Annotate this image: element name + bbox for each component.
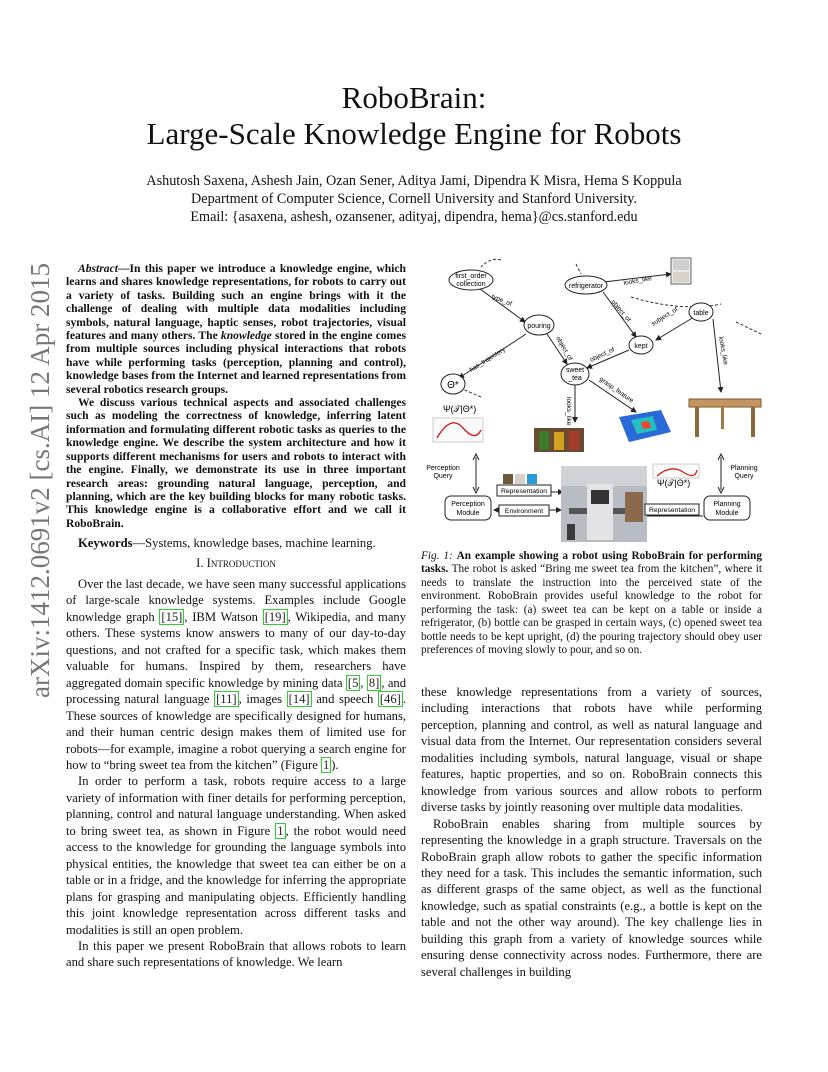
right-paragraph-1: these knowledge representations from a variety of sources, including interactions that robots have while performing perception, planning and control, as well as natural language and visual data from the Internet. Our representation considers several modalities including symbols, natural language, visual or shape features, haptic properties, and so on. RoboBrain connects this knowledge from various sources and allow robots to perform diverse tasks by jointly reasoning over multiple data modalities.	[421, 685, 762, 815]
tea-bottle-photo	[567, 524, 575, 540]
figure-link[interactable]: 1	[277, 823, 284, 838]
perception-thumbnails	[503, 474, 537, 484]
representation-box-left	[497, 485, 551, 496]
perception-module-box	[445, 496, 491, 520]
box-label: Perception	[426, 465, 460, 472]
author-email: Email: {asaxena, ashesh, ozansener, adityaj, dipendra, hema}@cs.stanford.edu	[190, 209, 638, 225]
figure-robobrain-graph	[421, 252, 766, 544]
edge-label: looks_like	[623, 275, 653, 287]
intro-text: , and processing natural language	[66, 675, 407, 707]
dashed-edge	[736, 322, 761, 334]
citation-link[interactable]: [11]	[216, 692, 237, 707]
box-label: Perception	[451, 501, 485, 508]
grasp-feature-image	[619, 410, 671, 442]
abstract-text-1a: —In this paper we introduce a knowledge engine, which learns and shares knowledge representations, for robots to carry out a variety of tasks. Building such an engine brings with it the challenge of dealing with multiple data modalities including symbols, natural language, haptic senses, robot trajectories, visual features and many others. The	[66, 262, 406, 343]
keywords	[66, 535, 406, 551]
intro-paragraph-3: In this paper we present RoboBrain that allows robots to learn and share such representations of knowledge. We learn	[66, 938, 406, 970]
edge-label: subject_of	[650, 306, 680, 328]
citation-link[interactable]: 8]	[368, 675, 380, 690]
node-first-order-collection	[449, 270, 493, 290]
intro-text: and speech	[311, 692, 378, 707]
author-block	[0, 172, 828, 226]
box-label: Query	[734, 473, 754, 480]
introduction-text	[66, 576, 406, 971]
intro-text: , images	[238, 692, 287, 707]
representation-box-right	[645, 504, 699, 515]
edge-table-looks-like	[713, 319, 721, 392]
trajectory-formula: Ψ(𝒯|Θ*)	[443, 404, 477, 414]
node-table	[689, 303, 713, 321]
author-names: Ashutosh Saxena, Ashesh Jain, Ozan Sener, Aditya Jami, Dipendra K Misra, Hema S Koppula	[146, 173, 682, 189]
intro-text: . These sources of knowledge are specifically designed for humans, and their human centric design makes them of limited use for robots—for example, imagine a robot querying a search engine for how to “bring sweet tea from the kitchen” (Figure	[66, 692, 406, 772]
citation-link[interactable]: [46]	[379, 692, 401, 707]
abstract-emphasis: knowledge	[220, 329, 272, 343]
caption-label: Fig. 1:	[421, 550, 453, 562]
edge-label: object_of	[588, 346, 616, 364]
figure-link[interactable]: 1	[322, 757, 330, 772]
planning-module-box	[704, 496, 750, 520]
right-column-text	[421, 684, 762, 980]
caption-text: The robot is asked “Bring me sweet tea from the kitchen”, where it needs to translate the instruction into the perceived state of the environment. RoboBrain provides useful knowledge to the robot for performing the task: (a) sweet tea can be kept on a table or inside a refrigerator, (b) bottle can be grasped in certain ways, (c) opened sweet tea bottle needs to be kept upright, (d) the pouring trajectory should obey user preferences of moving slowly to pour, and so on.	[421, 563, 762, 657]
planning-query-box	[730, 465, 757, 480]
arxiv-identifier: arXiv:1412.0691v2 [cs.AI] 12 Apr 2015	[25, 263, 55, 698]
intro-text: ).	[331, 757, 339, 772]
edge-label: looks_like	[717, 336, 729, 366]
figure-caption	[421, 550, 762, 658]
pouring-trajectory-plot	[433, 418, 483, 442]
box-label: Module	[715, 510, 739, 517]
node-label: _tea	[568, 375, 582, 382]
edge-type-of	[476, 286, 525, 322]
paper-title	[0, 80, 828, 152]
title-line-2: Large-Scale Knowledge Engine for Robots	[146, 116, 682, 151]
citation-link[interactable]: [14]	[288, 692, 310, 707]
intro-paragraph-2	[66, 773, 406, 938]
citation-link[interactable]: [15]	[161, 609, 183, 624]
box-label: Module	[456, 510, 480, 517]
edge-label: type_of	[490, 293, 513, 308]
edge-label: grasp_feature	[597, 375, 635, 405]
trajectory-formula: Ψ(𝒯|Θ*)	[657, 478, 691, 488]
box-label: Query	[433, 473, 453, 480]
intro-text: , the robot would need access to the knowledge for grounding the language symbols into physical entities, the knowledge that sweet tea can either be on a table or in a fridge, and the knowledge for inferring the appropriate plans for grasping and manipulating objects. Efficiently handling this joint knowledge representation across different tasks and modalities is still an open problem.	[66, 823, 407, 937]
box-label: Representation	[500, 488, 548, 495]
edge-label: object_of	[609, 298, 632, 324]
edge-label: has_trajectory	[468, 346, 507, 374]
node-label: pouring	[527, 323, 551, 330]
node-theta	[441, 374, 465, 394]
intro-text: , Wikipedia, and many others. These systems know answers to many of our day-to-day questions, and not crafted for a specific task, which makes them valuable for humans. Inspired by them, researchers have aggregated domain specific knowledge by mining data	[66, 609, 406, 690]
abstract	[66, 262, 406, 530]
node-label: kept	[634, 343, 648, 350]
perception-query-box	[426, 465, 460, 480]
intro-text: In order to perform a task, robots require access to a large variety of information with finer details for performing perception, planning, control and natural language understanding. When asked to bring sweet tea, as shown in Figure	[66, 774, 406, 838]
sweet-tea-bottle-images	[534, 428, 584, 452]
node-label: first_order	[455, 273, 487, 280]
edge-label: looks_like	[565, 397, 572, 426]
environment-box	[499, 505, 549, 516]
author-affiliation: Department of Computer Science, Cornell University and Stanford University.	[191, 191, 637, 207]
intro-text: Over the last decade, we have seen many successful applications of large-scale knowledge systems. Examples include Google knowledge graph	[66, 577, 406, 624]
node-label: Θ*	[447, 380, 459, 391]
node-refrigerator	[565, 276, 607, 294]
node-pouring	[524, 315, 554, 335]
node-label: table	[693, 310, 709, 317]
refrigerator-image	[671, 258, 691, 284]
box-label: Planning	[713, 501, 741, 508]
abstract-paragraph-2: We discuss various technical aspects and associated challenges such as modeling the correctness of knowledge, inferring latent information and formulating different robotic tasks as queries to the knowledge engine. We describe the system architecture and how it supports different mechanisms for users and robots to interact with the engine. Finally, we demonstrate its use in three important research areas: grounding natural language, perception, and planning, which are the key building blocks for many robotic tasks. This knowledge engine is a collaborative effort and we call it RoboBrain.	[66, 396, 406, 530]
abstract-text-1b: stored in the engine comes from multiple sources including physical interactions that robots have while performing tasks (perception, planning and control), knowledge bases from the Internet and learned representations from several robotics research groups.	[66, 329, 406, 396]
node-label: sweet	[565, 367, 585, 374]
planning-trajectory-plot	[653, 464, 699, 478]
box-label: Planning	[730, 465, 758, 472]
keywords-text: —Systems, knowledge bases, machine learning.	[132, 536, 376, 550]
node-label: refrigerator	[568, 283, 604, 290]
citation-link[interactable]: [19]	[264, 609, 286, 624]
dashed-edge	[576, 264, 581, 274]
intro-paragraph-1	[66, 576, 406, 773]
abstract-label: Abstract	[78, 262, 118, 275]
node-sweet-tea	[561, 363, 589, 385]
keywords-label: Keywords	[78, 536, 133, 550]
box-label: Environment	[504, 508, 544, 515]
caption-bold: An example showing a robot using RoboBrain for performing tasks.	[421, 550, 762, 576]
edge-label: object_of	[554, 335, 574, 362]
table-image	[689, 399, 761, 437]
node-label: collection	[456, 281, 486, 288]
box-label: Representation	[648, 507, 696, 514]
right-paragraph-2: RoboBrain enables sharing from multiple sources by representing the knowledge in a graph structure. Traversals on the RoboBrain graph allow robots to gather the specific information they need for a task. This includes the semantic information, such as different grasps of the same object, as well as the functional knowledge, such as spatial constraints (e.g., a bottle is kept on the table and not the other way around). The key challenge lies in building this graph from a variety of knowledge sources while ensuring dense connectivity across nodes. Furthermore, there are several challenges in building	[421, 816, 762, 979]
node-kept	[629, 336, 653, 354]
intro-text: , IBM Watson	[184, 609, 263, 624]
abstract-paragraph-1	[66, 262, 406, 396]
citation-link[interactable]: [5	[347, 675, 359, 690]
section-heading: I. Introduction	[196, 556, 276, 570]
dashed-edge	[481, 259, 501, 267]
intro-text: ,	[360, 675, 367, 690]
title-line-1: RoboBrain:	[341, 80, 487, 115]
